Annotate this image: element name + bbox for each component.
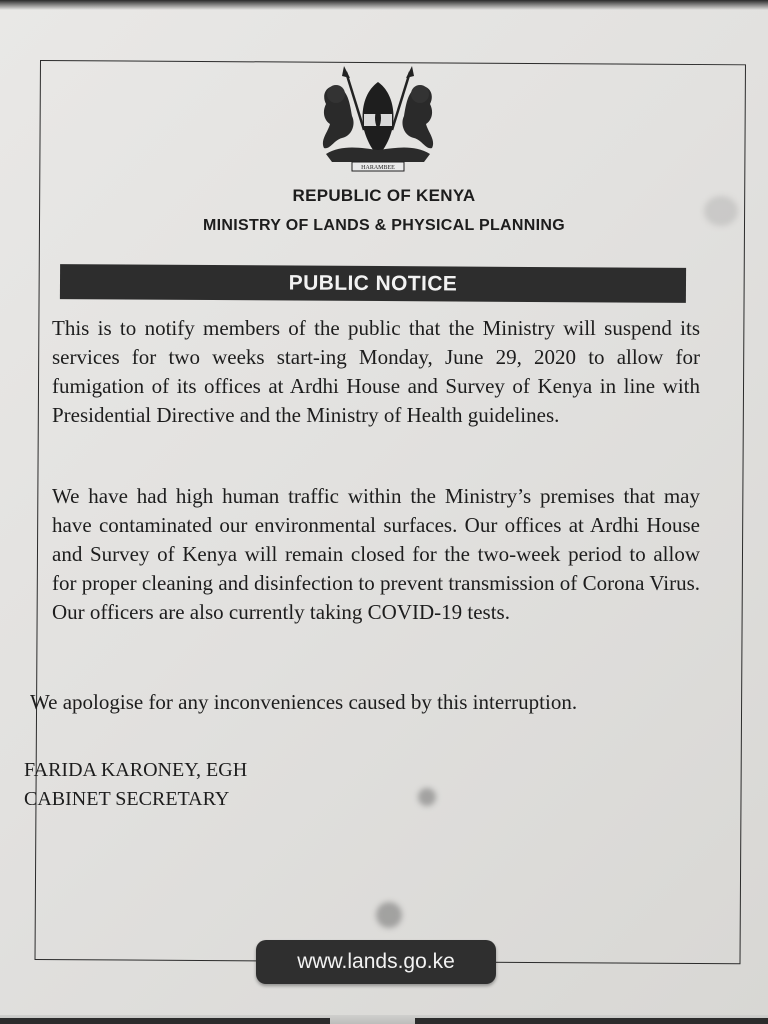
top-edge-shadow bbox=[0, 0, 768, 10]
emblem-motto: HARAMBEE bbox=[361, 165, 395, 171]
notice-paragraph-3: We apologise for any inconveniences caused by this interruption. bbox=[30, 690, 578, 714]
kenya-coat-of-arms-icon bbox=[312, 64, 444, 174]
paper-smudge bbox=[376, 902, 402, 928]
paper-smudge bbox=[704, 196, 738, 226]
website-link[interactable]: www.lands.go.ke bbox=[256, 940, 496, 984]
notice-paragraph-2: We have had high human traffic within the Ministry’s premises that may have contaminated our environmental surfaces. Our offices at Ardhi House and Survey of Kenya will remain closed for the two-week period to allow for proper cleaning and disinfection to prevent transmission of Corona Virus. Our officers are also currently taking COVID-19 tests. bbox=[52, 484, 700, 624]
public-notice-banner: PUBLIC NOTICE bbox=[60, 264, 686, 303]
notice-paragraph-1: This is to notify members of the public that the Ministry will suspend its services for two weeks start-ing Monday, June 29, 2020 to allow for fumigation of its offices at Ardhi House and Survey of Kenya in line with Presidential Directive and the Ministry of Health guidelines. bbox=[52, 316, 700, 427]
signatory-title: CABINET SECRETARY bbox=[24, 788, 230, 810]
bottom-divider-left bbox=[0, 1018, 330, 1024]
ministry-heading: MINISTRY OF LANDS & PHYSICAL PLANNING bbox=[203, 217, 565, 234]
paper-smudge bbox=[418, 788, 436, 806]
signatory-name: FARIDA KARONEY, EGH bbox=[24, 759, 248, 781]
country-heading: REPUBLIC OF KENYA bbox=[292, 186, 476, 205]
bottom-divider-right bbox=[415, 1018, 768, 1024]
